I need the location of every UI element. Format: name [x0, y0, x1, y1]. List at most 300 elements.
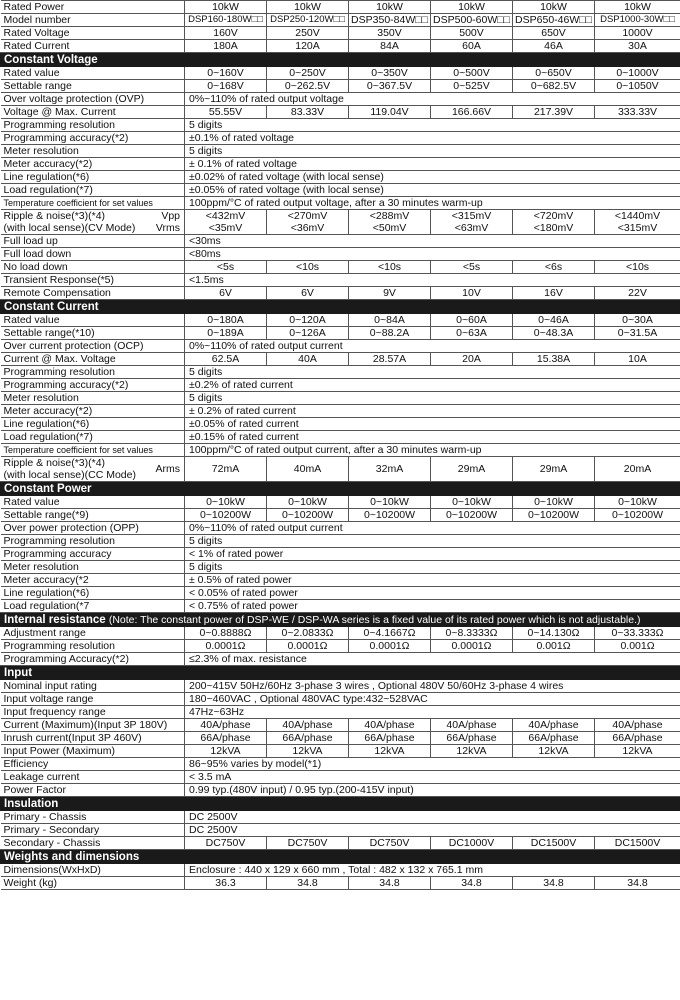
spec-label-line2: (with local sense)(CC Mode)	[3, 469, 136, 481]
spec-value: 0~10kW	[513, 496, 595, 509]
spec-label: Over power protection (OPP)	[1, 522, 185, 535]
spec-value: 0~46A	[513, 314, 595, 327]
spec-label: Programming accuracy(*2)	[1, 132, 185, 145]
spec-value-merged: 5 digits	[185, 366, 680, 379]
spec-value: 83.33V	[267, 106, 349, 119]
spec-value: 34.8	[513, 877, 595, 890]
spec-row	[1, 680, 680, 693]
spec-value-merged: ±0.1% of rated voltage	[185, 132, 680, 145]
spec-row	[1, 106, 680, 119]
spec-value: 1000V	[595, 27, 680, 40]
spec-label: Current @ Max. Voltage	[1, 353, 185, 366]
spec-label: Load regulation(*7)	[1, 184, 185, 197]
spec-value: DSP500-60W□□	[431, 14, 513, 27]
spec-row	[1, 706, 680, 719]
spec-row	[1, 158, 680, 171]
spec-label: Full load down	[1, 248, 185, 261]
spec-value-line1: <720mV	[533, 210, 574, 222]
spec-value: 0.001Ω	[595, 640, 680, 653]
spec-label: Settable range	[1, 80, 185, 93]
spec-value: 10kW	[513, 1, 595, 14]
spec-value: 6V	[185, 287, 267, 300]
spec-value: 0~10200W	[185, 509, 267, 522]
spec-value	[431, 210, 513, 235]
spec-value-merged: < 0.05% of rated power	[185, 587, 680, 600]
spec-value: 0~189A	[185, 327, 267, 340]
spec-value: DSP160-180W□□	[185, 14, 267, 27]
spec-value: 0.001Ω	[513, 640, 595, 653]
spec-value-line1: <288mV	[369, 210, 410, 222]
spec-label: Line regulation(*6)	[1, 418, 185, 431]
spec-label: Full load up	[1, 235, 185, 248]
spec-value: DC1000V	[431, 837, 513, 850]
spec-label: Current (Maximum)(Input 3P 180V)	[1, 719, 185, 732]
spec-row	[1, 327, 680, 340]
spec-label: Programming resolution	[1, 366, 185, 379]
spec-value: 0~180A	[185, 314, 267, 327]
spec-label	[1, 210, 185, 235]
spec-label: Programming resolution	[1, 535, 185, 548]
spec-value: DSP1000-30W□□	[595, 14, 680, 27]
spec-row	[1, 509, 680, 522]
spec-value: 12kVA	[185, 745, 267, 758]
spec-value: DC750V	[185, 837, 267, 850]
spec-row	[1, 366, 680, 379]
spec-row	[1, 771, 680, 784]
spec-value: 0~10kW	[595, 496, 680, 509]
section-header	[1, 300, 680, 314]
spec-label: Transient Response(*5)	[1, 274, 185, 287]
spec-row	[1, 627, 680, 640]
spec-value: 20A	[431, 353, 513, 366]
spec-row	[1, 93, 680, 106]
spec-value-line2: <180mV	[533, 222, 574, 234]
spec-value: <6s	[513, 261, 595, 274]
spec-row	[1, 197, 680, 210]
spec-value-line2: <63mV	[454, 222, 489, 234]
spec-value-merged: < 0.75% of rated power	[185, 600, 680, 613]
section-title: Insulation	[4, 797, 59, 810]
spec-value: 12kVA	[267, 745, 349, 758]
spec-row	[1, 732, 680, 745]
header-row	[1, 40, 680, 53]
section-title-cell	[1, 300, 680, 314]
section-header	[1, 666, 680, 680]
spec-label: Weight (kg)	[1, 877, 185, 890]
spec-row	[1, 693, 680, 706]
unit-label: Vpp	[161, 210, 180, 222]
spec-value: DSP250-120W□□	[267, 14, 349, 27]
spec-value: 12kVA	[349, 745, 431, 758]
spec-value: 0~8.3333Ω	[431, 627, 513, 640]
spec-value: <10s	[267, 261, 349, 274]
spec-value: 84A	[349, 40, 431, 53]
spec-value-merged: 5 digits	[185, 119, 680, 132]
spec-label: Model number	[1, 14, 185, 27]
spec-value: DSP650-46W□□	[513, 14, 595, 27]
spec-value: 0~33.333Ω	[595, 627, 680, 640]
spec-row	[1, 824, 680, 837]
spec-value: 0~10kW	[185, 496, 267, 509]
spec-row	[1, 405, 680, 418]
spec-label: Temperature coefficient for set values	[1, 197, 185, 210]
spec-value: 0~4.1667Ω	[349, 627, 431, 640]
spec-value-line1: 29mA	[457, 463, 486, 475]
spec-value: 22V	[595, 287, 680, 300]
spec-label: Remote Compensation	[1, 287, 185, 300]
spec-value: 66A/phase	[185, 732, 267, 745]
spec-value-merged: 86~95% varies by model(*1)	[185, 758, 680, 771]
spec-value: 6V	[267, 287, 349, 300]
spec-value: 0~14.130Ω	[513, 627, 595, 640]
spec-value: 0~30A	[595, 314, 680, 327]
spec-value: 0~88.2A	[349, 327, 431, 340]
spec-label	[1, 457, 185, 482]
spec-row	[1, 653, 680, 666]
spec-value-merged: 5 digits	[185, 535, 680, 548]
section-title-cell	[1, 666, 680, 680]
spec-value: 10kW	[185, 1, 267, 14]
spec-value: DC750V	[267, 837, 349, 850]
spec-value: 34.8	[595, 877, 680, 890]
spec-value-merged: ± 0.1% of rated voltage	[185, 158, 680, 171]
spec-value: 40A/phase	[267, 719, 349, 732]
spec-value-merged: 5 digits	[185, 145, 680, 158]
spec-value-merged: ±0.15% of rated current	[185, 431, 680, 444]
spec-value: 0.0001Ω	[349, 640, 431, 653]
spec-row	[1, 392, 680, 405]
spec-value: 36.3	[185, 877, 267, 890]
section-title-cell	[1, 797, 680, 811]
spec-value: DSP350-84W□□	[349, 14, 431, 27]
spec-row	[1, 353, 680, 366]
spec-value: 0~126A	[267, 327, 349, 340]
spec-value	[349, 457, 431, 482]
section-title: Internal resistance	[4, 613, 106, 626]
spec-label: Primary - Secondary	[1, 824, 185, 837]
section-title: Input	[4, 666, 33, 679]
section-title-cell	[1, 482, 680, 496]
spec-row	[1, 745, 680, 758]
section-header	[1, 797, 680, 811]
section-title-cell	[1, 850, 680, 864]
spec-value: 66A/phase	[595, 732, 680, 745]
spec-value: 40A	[267, 353, 349, 366]
spec-value: 0~0.8888Ω	[185, 627, 267, 640]
spec-value: 34.8	[431, 877, 513, 890]
spec-value: 0~367.5V	[349, 80, 431, 93]
spec-label: Over current protection (OCP)	[1, 340, 185, 353]
spec-row	[1, 811, 680, 824]
spec-value-merged: 5 digits	[185, 392, 680, 405]
spec-value: 0~10kW	[431, 496, 513, 509]
spec-value: 0~350V	[349, 67, 431, 80]
spec-value: 650V	[513, 27, 595, 40]
spec-row	[1, 457, 680, 482]
spec-row	[1, 431, 680, 444]
spec-value: 12kVA	[595, 745, 680, 758]
spec-row	[1, 864, 680, 877]
spec-row	[1, 379, 680, 392]
spec-value: 0~120A	[267, 314, 349, 327]
spec-row	[1, 548, 680, 561]
spec-value: 0~10200W	[431, 509, 513, 522]
spec-label: Programming accuracy	[1, 548, 185, 561]
spec-label: Input voltage range	[1, 693, 185, 706]
spec-value: 40A/phase	[431, 719, 513, 732]
spec-value: 34.8	[349, 877, 431, 890]
spec-value: 160V	[185, 27, 267, 40]
spec-value: 0~10200W	[349, 509, 431, 522]
spec-row	[1, 80, 680, 93]
spec-value: 0~63A	[431, 327, 513, 340]
spec-label: Programming accuracy(*2)	[1, 379, 185, 392]
spec-value-merged: DC 2500V	[185, 811, 680, 824]
spec-value: 10V	[431, 287, 513, 300]
spec-value-line1: 40mA	[293, 463, 322, 475]
spec-value: 55.55V	[185, 106, 267, 119]
spec-value: 10kW	[431, 1, 513, 14]
spec-value-line2: <50mV	[372, 222, 407, 234]
spec-value-line1: 29mA	[539, 463, 568, 475]
spec-row	[1, 184, 680, 197]
spec-value	[185, 457, 267, 482]
spec-value: 0~500V	[431, 67, 513, 80]
spec-label: Line regulation(*6)	[1, 171, 185, 184]
spec-value: 0.0001Ω	[185, 640, 267, 653]
spec-row	[1, 640, 680, 653]
spec-label: Primary - Chassis	[1, 811, 185, 824]
spec-value-line2: <36mV	[290, 222, 325, 234]
spec-value: 0~31.5A	[595, 327, 680, 340]
spec-value	[349, 210, 431, 235]
spec-value: 66A/phase	[349, 732, 431, 745]
spec-row	[1, 132, 680, 145]
spec-label: No load down	[1, 261, 185, 274]
spec-row	[1, 274, 680, 287]
spec-label: Load regulation(*7)	[1, 431, 185, 444]
spec-row	[1, 261, 680, 274]
section-title-cell	[1, 53, 680, 67]
spec-value: 217.39V	[513, 106, 595, 119]
spec-value: 0.0001Ω	[267, 640, 349, 653]
spec-value: 0~10200W	[595, 509, 680, 522]
spec-row	[1, 235, 680, 248]
spec-label: Efficiency	[1, 758, 185, 771]
spec-value-merged: <80ms	[185, 248, 680, 261]
spec-row	[1, 574, 680, 587]
spec-value-merged: 180~460VAC , Optional 480VAC type:432~528VAC	[185, 693, 680, 706]
spec-label: Nominal input rating	[1, 680, 185, 693]
spec-value: 0~48.3A	[513, 327, 595, 340]
spec-value-merged: ± 0.5% of rated power	[185, 574, 680, 587]
spec-value: 333.33V	[595, 106, 680, 119]
spec-value-merged: 100ppm/°C of rated output voltage, after a 30 minutes warm-up	[185, 197, 680, 210]
spec-value: 10kW	[595, 1, 680, 14]
spec-value-merged: 200~415V 50Hz/60Hz 3-phase 3 wires , Optional 480V 50/60Hz 3-phase 4 wires	[185, 680, 680, 693]
spec-label: Over voltage protection (OVP)	[1, 93, 185, 106]
spec-value-merged: ± 0.2% of rated current	[185, 405, 680, 418]
spec-value-line1: <432mV	[205, 210, 246, 222]
spec-label: Meter accuracy(*2	[1, 574, 185, 587]
spec-value: 0~2.0833Ω	[267, 627, 349, 640]
spec-label: Power Factor	[1, 784, 185, 797]
spec-row	[1, 248, 680, 261]
spec-value-merged: 0%~110% of rated output current	[185, 340, 680, 353]
spec-value: 28.57A	[349, 353, 431, 366]
spec-value-merged: ±0.02% of rated voltage (with local sense)	[185, 171, 680, 184]
spec-value: 0~525V	[431, 80, 513, 93]
spec-value: 500V	[431, 27, 513, 40]
section-title: Weights and dimensions	[4, 850, 140, 863]
spec-value	[431, 457, 513, 482]
spec-row	[1, 67, 680, 80]
spec-value	[513, 210, 595, 235]
spec-row	[1, 837, 680, 850]
spec-value: 250V	[267, 27, 349, 40]
spec-value: 0~1050V	[595, 80, 680, 93]
spec-value: 120A	[267, 40, 349, 53]
spec-row	[1, 758, 680, 771]
spec-value-line1: 20mA	[623, 463, 652, 475]
spec-row	[1, 587, 680, 600]
spec-row	[1, 171, 680, 184]
section-header	[1, 482, 680, 496]
spec-value-merged: ≤2.3% of max. resistance	[185, 653, 680, 666]
spec-label: Adjustment range	[1, 627, 185, 640]
spec-value: 60A	[431, 40, 513, 53]
spec-label: Programming Accuracy(*2)	[1, 653, 185, 666]
header-row	[1, 27, 680, 40]
section-header	[1, 613, 680, 627]
spec-value-merged: DC 2500V	[185, 824, 680, 837]
spec-row	[1, 535, 680, 548]
spec-value: 15.38A	[513, 353, 595, 366]
spec-value: 0~250V	[267, 67, 349, 80]
section-title: Constant Power	[4, 482, 92, 495]
header-row	[1, 1, 680, 14]
spec-label: Programming resolution	[1, 119, 185, 132]
spec-label-line1: Ripple & noise(*3)(*4)	[3, 210, 106, 222]
spec-value: 9V	[349, 287, 431, 300]
spec-row	[1, 877, 680, 890]
spec-value: 46A	[513, 40, 595, 53]
spec-value: 0~160V	[185, 67, 267, 80]
spec-label: Settable range(*10)	[1, 327, 185, 340]
spec-label: Meter resolution	[1, 145, 185, 158]
spec-value: 12kVA	[431, 745, 513, 758]
spec-value: 10A	[595, 353, 680, 366]
spec-value-merged: 0%~110% of rated output voltage	[185, 93, 680, 106]
spec-value: 40A/phase	[595, 719, 680, 732]
spec-value: 180A	[185, 40, 267, 53]
spec-value-line1: <270mV	[287, 210, 328, 222]
spec-label: Meter resolution	[1, 561, 185, 574]
spec-label: Secondary - Chassis	[1, 837, 185, 850]
spec-value: 166.66V	[431, 106, 513, 119]
spec-value-merged: Enclosure : 440 x 129 x 660 mm , Total : 482 x 132 x 765.1 mm	[185, 864, 680, 877]
header-row	[1, 14, 680, 27]
spec-label: Programming resolution	[1, 640, 185, 653]
unit-label: Arms	[155, 463, 180, 475]
section-header	[1, 53, 680, 67]
spec-row	[1, 522, 680, 535]
spec-value-line1: <1440mV	[614, 210, 661, 222]
spec-value: 0~10200W	[513, 509, 595, 522]
spec-value-merged: 47Hz~63Hz	[185, 706, 680, 719]
spec-value: 30A	[595, 40, 680, 53]
spec-label: Rated Voltage	[1, 27, 185, 40]
spec-value: 40A/phase	[349, 719, 431, 732]
spec-value-merged: < 3.5 mA	[185, 771, 680, 784]
spec-value: 40A/phase	[185, 719, 267, 732]
spec-row	[1, 287, 680, 300]
spec-label: Temperature coefficient for set values	[1, 444, 185, 457]
spec-value-merged: 0%~110% of rated output current	[185, 522, 680, 535]
spec-value: 66A/phase	[431, 732, 513, 745]
spec-label: Dimensions(WxHxD)	[1, 864, 185, 877]
spec-value	[185, 210, 267, 235]
spec-value: 16V	[513, 287, 595, 300]
spec-row	[1, 314, 680, 327]
spec-value: 0~650V	[513, 67, 595, 80]
spec-value	[513, 457, 595, 482]
spec-value: 12kVA	[513, 745, 595, 758]
spec-value-merged: ±0.05% of rated voltage (with local sense)	[185, 184, 680, 197]
unit-label: Vrms	[155, 222, 180, 234]
spec-row	[1, 561, 680, 574]
spec-value: <5s	[431, 261, 513, 274]
spec-value	[267, 210, 349, 235]
section-header	[1, 850, 680, 864]
spec-label: Leakage current	[1, 771, 185, 784]
spec-value: 0.0001Ω	[431, 640, 513, 653]
spec-value: 0~682.5V	[513, 80, 595, 93]
spec-label: Rated value	[1, 314, 185, 327]
spec-value: 0~10200W	[267, 509, 349, 522]
spec-value: 0~60A	[431, 314, 513, 327]
spec-value-merged: 100ppm/°C of rated output current, after a 30 minutes warm-up	[185, 444, 680, 457]
spec-value-line2: <35mV	[208, 222, 243, 234]
spec-value: 119.04V	[349, 106, 431, 119]
spec-label: Rated value	[1, 67, 185, 80]
spec-value-line2: <315mV	[617, 222, 658, 234]
spec-label: Rated Power	[1, 1, 185, 14]
spec-value: DC1500V	[513, 837, 595, 850]
spec-value: <10s	[595, 261, 680, 274]
spec-value-merged: < 1% of rated power	[185, 548, 680, 561]
spec-label: Rated value	[1, 496, 185, 509]
section-title: Constant Voltage	[4, 53, 98, 66]
spec-value	[595, 210, 680, 235]
spec-value-merged: ±0.2% of rated current	[185, 379, 680, 392]
spec-value: 62.5A	[185, 353, 267, 366]
spec-value	[267, 457, 349, 482]
spec-value	[595, 457, 680, 482]
spec-row	[1, 784, 680, 797]
spec-label: Meter accuracy(*2)	[1, 158, 185, 171]
spec-row	[1, 444, 680, 457]
spec-value-merged: ±0.05% of rated current	[185, 418, 680, 431]
section-note: (Note: The constant power of DSP-WE / DSP-WA series is a fixed value of its rated power which is not adjustable.)	[108, 613, 641, 626]
spec-label: Meter accuracy(*2)	[1, 405, 185, 418]
section-title-cell	[1, 613, 680, 627]
spec-row	[1, 719, 680, 732]
spec-value: 0~1000V	[595, 67, 680, 80]
spec-label: Inrush current(Input 3P 460V)	[1, 732, 185, 745]
spec-label: Settable range(*9)	[1, 509, 185, 522]
spec-value-line1: <315mV	[451, 210, 492, 222]
